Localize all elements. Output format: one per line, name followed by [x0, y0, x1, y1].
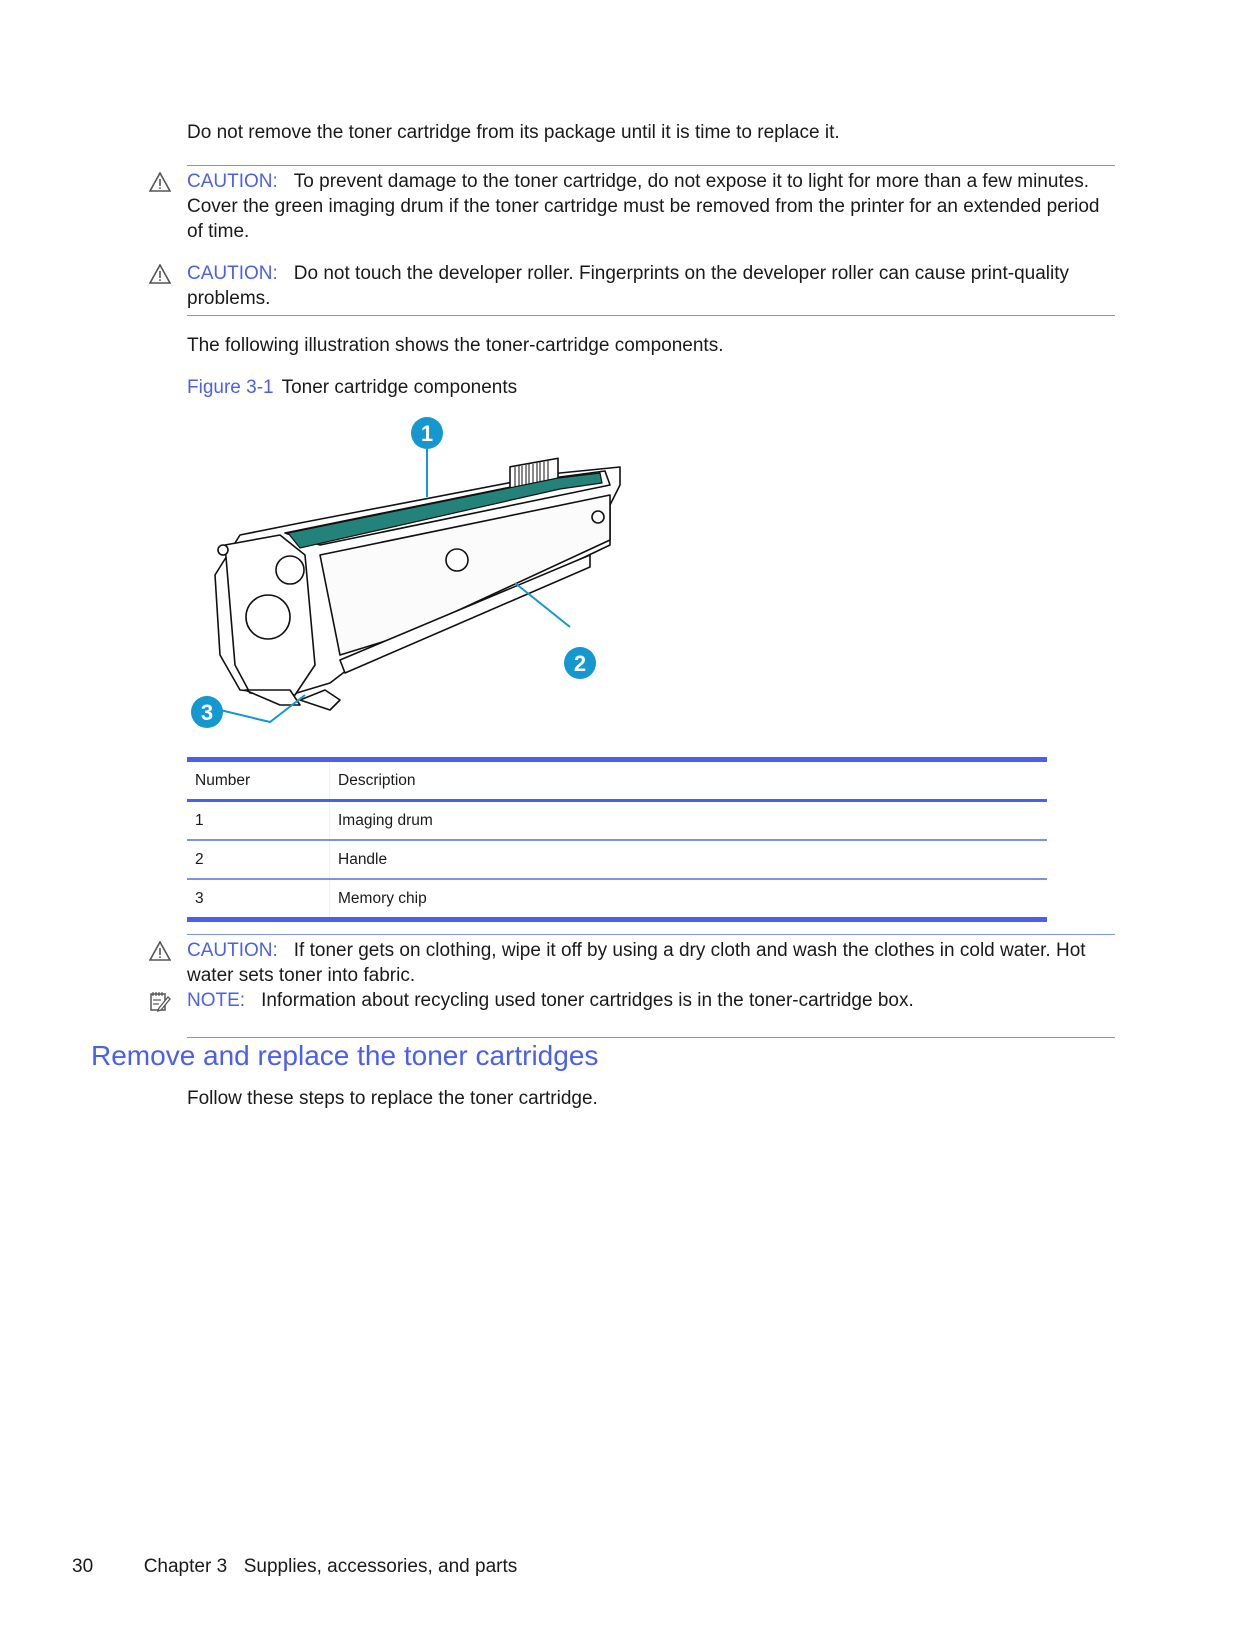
- caution-notice: [187, 261, 1117, 311]
- notice-rule: [187, 315, 1115, 316]
- footer: [72, 1556, 517, 1578]
- notice-rule: [187, 934, 1115, 935]
- cell-description: Memory chip: [338, 889, 427, 907]
- notice-text: If toner gets on clothing, wipe it off by using a dry cloth and wash the clothes in cold water. Hot water sets toner into fabric.: [187, 940, 1086, 986]
- warning-triangle-icon: [149, 264, 171, 284]
- notice-label: CAUTION:: [187, 263, 278, 284]
- warning-triangle-icon: [149, 172, 171, 192]
- section-heading: Remove and replace the toner cartridges: [91, 1040, 599, 1071]
- column-header-description: Description: [338, 771, 416, 789]
- notice-label: CAUTION:: [187, 171, 278, 192]
- note-pad-icon: [149, 990, 171, 1012]
- table-row: [187, 879, 1047, 920]
- warning-triangle-icon: [149, 941, 171, 961]
- caution-notice: [187, 169, 1117, 244]
- chapter-label: Chapter 3: [143, 1556, 228, 1577]
- cell-number: 1: [187, 801, 330, 841]
- notice-text: Information about recycling used toner cartridges is in the toner-cartridge box.: [261, 990, 914, 1011]
- svg-text:2: 2: [573, 651, 587, 676]
- table-row: [187, 801, 1047, 841]
- notice-rule: [187, 165, 1115, 166]
- toner-cartridge-illustration: [180, 405, 640, 735]
- figure-caption: [187, 377, 517, 399]
- notice-text: To prevent damage to the toner cartridge, do not expose it to light for more than a few minutes. Cover the green imaging drum if the toner cartridge must be removed from the printer for an extended period of time.: [187, 171, 1100, 242]
- section-intro: Follow these steps to replace the toner cartridge.: [187, 1088, 598, 1109]
- notice-label: CAUTION:: [187, 940, 278, 961]
- callout-1: [411, 417, 443, 449]
- svg-text:3: 3: [200, 700, 214, 725]
- cell-number: 2: [187, 840, 330, 879]
- callout-2: [564, 647, 596, 679]
- caution-notice: [187, 938, 1117, 988]
- table-header-row: [187, 760, 1047, 801]
- table-row: [187, 840, 1047, 879]
- notice-rule: [187, 1037, 1115, 1038]
- page-number: 30: [72, 1556, 94, 1577]
- cell-number: 3: [187, 879, 330, 920]
- parts-table: [187, 757, 1047, 922]
- chapter-title: Supplies, accessories, and parts: [243, 1556, 518, 1577]
- intro-paragraph: Do not remove the toner cartridge from its package until it is time to replace it.: [187, 122, 840, 143]
- callout-3: [191, 696, 223, 728]
- cell-description: Handle: [338, 850, 388, 868]
- notice-text: Do not touch the developer roller. Fingerprints on the developer roller can cause print-quality problems.: [187, 263, 1069, 309]
- figure-number: Figure 3-1: [187, 377, 274, 398]
- svg-text:1: 1: [420, 421, 434, 446]
- notice-label: NOTE:: [187, 990, 246, 1011]
- figure-title: Toner cartridge components: [281, 377, 518, 398]
- note-notice: [187, 988, 1117, 1013]
- illustration-intro: The following illustration shows the toner-cartridge components.: [187, 335, 724, 356]
- cell-description: Imaging drum: [338, 811, 433, 829]
- column-header-number: Number: [187, 760, 330, 801]
